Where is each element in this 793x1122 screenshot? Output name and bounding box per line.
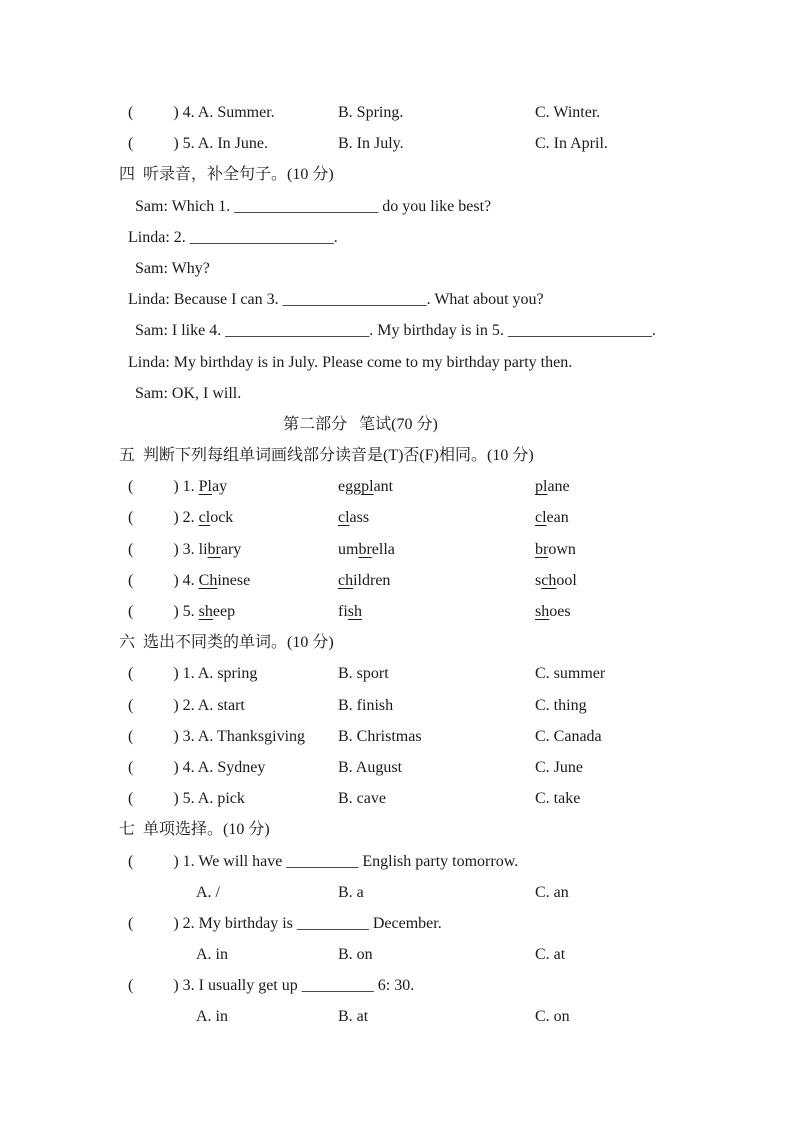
word-3 xyxy=(535,471,793,502)
underlined-letters: Ch xyxy=(198,571,218,589)
word-part: own xyxy=(548,540,576,558)
option-a: A. in xyxy=(196,946,228,964)
word-part: ant xyxy=(373,478,394,496)
answer-bracket: ( ) xyxy=(128,977,179,995)
word-3 xyxy=(535,534,793,565)
option-c: C. at xyxy=(535,946,566,964)
phonics-row xyxy=(0,471,793,502)
option-a: 3. A. Thanksgiving xyxy=(182,727,306,745)
question-text: 1. We will have _________ English party tomorrow. xyxy=(182,852,519,870)
word-2 xyxy=(338,502,535,533)
word-part: um xyxy=(338,540,359,558)
dialogue-line: Sam: Which 1. __________________ do you like best? xyxy=(135,197,492,215)
answer-bracket: ( ) xyxy=(128,540,179,558)
mc-options-row xyxy=(0,1001,793,1032)
word-part: ary xyxy=(220,540,242,558)
option-a: 4. A. Sydney xyxy=(182,758,266,776)
word-part: s xyxy=(535,571,542,589)
word-1 xyxy=(199,509,234,526)
choice-cell-a xyxy=(128,658,338,689)
option-c: C. on xyxy=(535,1008,570,1026)
question-text: 3. I usually get up _________ 6: 30. xyxy=(182,977,415,995)
dialogue-line: Linda: 2. __________________. xyxy=(128,228,338,246)
phonics-row xyxy=(0,502,793,533)
word-1 xyxy=(199,541,242,558)
underlined-letters: pl xyxy=(535,478,548,496)
word-2 xyxy=(338,596,535,627)
answer-bracket: ( ) xyxy=(128,790,179,808)
underlined-letters: pl xyxy=(361,478,374,496)
word-3 xyxy=(535,502,793,533)
word-part: ane xyxy=(547,478,570,496)
underlined-letters: br xyxy=(535,540,549,558)
phonics-row xyxy=(0,565,793,596)
phonics-cell-a xyxy=(128,534,338,565)
word-part: inese xyxy=(217,571,251,589)
word-part: ass xyxy=(349,509,370,527)
option-a: A. in xyxy=(196,1008,228,1026)
option-b: B. finish xyxy=(338,696,394,714)
option-a: 5. A. In June. xyxy=(182,135,268,153)
answer-bracket: ( ) xyxy=(128,478,179,496)
option-c: C. Canada xyxy=(535,727,602,745)
word-3 xyxy=(535,596,793,627)
dialogue-line: Sam: Why? xyxy=(135,259,210,277)
option-c: C. June xyxy=(535,758,583,776)
underlined-letters: cl xyxy=(535,509,547,527)
word-part: eep xyxy=(212,603,236,620)
word-part: ella xyxy=(371,540,395,558)
underlined-letters: br xyxy=(358,540,372,558)
answer-bracket: ( ) xyxy=(128,603,179,620)
option-b: B. Spring. xyxy=(338,104,404,121)
item-number: 5. xyxy=(182,603,195,620)
underlined-letters: sh xyxy=(198,603,213,620)
answer-bracket: ( ) xyxy=(128,509,179,527)
underlined-letters: Pl xyxy=(198,478,212,496)
mc-options-row xyxy=(0,877,793,908)
option-c: C. take xyxy=(535,790,581,808)
option-a: 1. A. spring xyxy=(182,665,258,683)
item-number: 2. xyxy=(182,509,195,527)
underlined-letters: sh xyxy=(347,603,363,620)
word-1 xyxy=(199,478,227,495)
option-c: C. thing xyxy=(535,696,587,714)
option-b: B. In July. xyxy=(338,135,404,153)
section-six-heading: 六 选出不同类的单词。(10 分) xyxy=(119,634,334,652)
underlined-letters: br xyxy=(207,540,221,558)
phonics-row xyxy=(0,534,793,565)
dialogue-line: Sam: OK, I will. xyxy=(135,384,242,402)
underlined-letters: cl xyxy=(338,509,350,527)
choice-cell-a xyxy=(128,783,338,814)
option-c: C. summer xyxy=(535,665,606,683)
answer-bracket: ( ) xyxy=(128,727,179,745)
answer-bracket: ( ) xyxy=(128,914,179,932)
dialogue-line: Linda: My birthday is in July. Please come to my birthday party then. xyxy=(128,353,573,371)
mc-question xyxy=(0,908,793,939)
phonics-cell-a xyxy=(128,565,338,596)
answer-bracket: ( ) xyxy=(128,758,179,776)
option-b: B. sport xyxy=(338,665,389,683)
underlined-letters: cl xyxy=(198,509,211,527)
option-b: B. at xyxy=(338,1008,369,1026)
word-part: ock xyxy=(210,509,234,527)
word-part: fi xyxy=(338,603,348,620)
choice-cell-a xyxy=(128,128,338,159)
word-part: ean xyxy=(546,509,569,527)
odd-one-out-row xyxy=(0,721,793,752)
word-part: ay xyxy=(212,478,228,496)
item-number: 4. xyxy=(182,571,195,589)
word-2 xyxy=(338,534,535,565)
phonics-cell-a xyxy=(128,596,338,627)
choice-cell-a xyxy=(128,97,338,128)
item-number: 1. xyxy=(182,478,195,496)
phonics-cell-a xyxy=(128,502,338,533)
mc-options-row xyxy=(0,939,793,970)
choice-cell-a xyxy=(128,721,338,752)
word-1 xyxy=(199,603,235,620)
answer-bracket: ( ) xyxy=(128,696,179,714)
option-a: A. / xyxy=(196,883,220,901)
choice-cell-a xyxy=(128,690,338,721)
odd-one-out-row xyxy=(0,783,793,814)
option-c: C. Winter. xyxy=(535,104,601,121)
odd-one-out-row xyxy=(0,752,793,783)
listening-choice-row xyxy=(0,128,793,159)
section-seven-heading: 七 单项选择。(10 分) xyxy=(119,821,270,839)
mc-question xyxy=(0,970,793,1001)
underlined-letters: ch xyxy=(541,571,557,589)
option-c: C. an xyxy=(535,883,569,901)
listening-choice-row xyxy=(0,97,793,128)
answer-bracket: ( ) xyxy=(128,135,179,153)
underlined-letters: ch xyxy=(338,571,354,589)
option-b: B. a xyxy=(338,883,364,901)
word-part: oes xyxy=(549,603,571,620)
odd-one-out-row xyxy=(0,690,793,721)
section-four-heading: 四 听录音，补全句子。(10 分) xyxy=(119,166,334,184)
phonics-row xyxy=(0,596,793,627)
option-a: 5. A. pick xyxy=(182,790,245,808)
word-1 xyxy=(199,572,251,589)
section-five-heading: 五 判断下列每组单词画线部分读音是(T)否(F)相同。(10 分) xyxy=(119,447,534,465)
answer-bracket: ( ) xyxy=(128,852,179,870)
answer-bracket: ( ) xyxy=(128,571,179,589)
option-b: B. on xyxy=(338,946,373,964)
question-text: 2. My birthday is _________ December. xyxy=(182,914,442,932)
dialogue-line: Sam: I like 4. __________________. My birthday is in 5. __________________. xyxy=(135,322,656,340)
option-b: B. Christmas xyxy=(338,727,422,745)
option-c: C. In April. xyxy=(535,135,608,153)
underlined-letters: sh xyxy=(535,603,550,620)
option-b: B. cave xyxy=(338,790,386,808)
mc-question xyxy=(0,846,793,877)
dialogue-line: Linda: Because I can 3. __________________. What about you? xyxy=(128,291,544,309)
answer-bracket: ( ) xyxy=(128,104,179,121)
word-2 xyxy=(338,565,535,596)
odd-one-out-row xyxy=(0,658,793,689)
word-2 xyxy=(338,471,535,502)
option-b: B. August xyxy=(338,758,403,776)
word-part: li xyxy=(198,540,208,558)
option-a: 4. A. Summer. xyxy=(182,104,275,121)
phonics-cell-a xyxy=(128,471,338,502)
item-number: 3. xyxy=(182,540,195,558)
word-3 xyxy=(535,565,793,596)
choice-cell-a xyxy=(128,752,338,783)
option-a: 2. A. start xyxy=(182,696,245,714)
word-part: egg xyxy=(338,478,362,496)
word-part: ool xyxy=(556,571,577,589)
answer-bracket: ( ) xyxy=(128,665,179,683)
word-part: ildren xyxy=(353,571,391,589)
part-two-title: 第二部分 笔试(70 分) xyxy=(283,415,438,433)
